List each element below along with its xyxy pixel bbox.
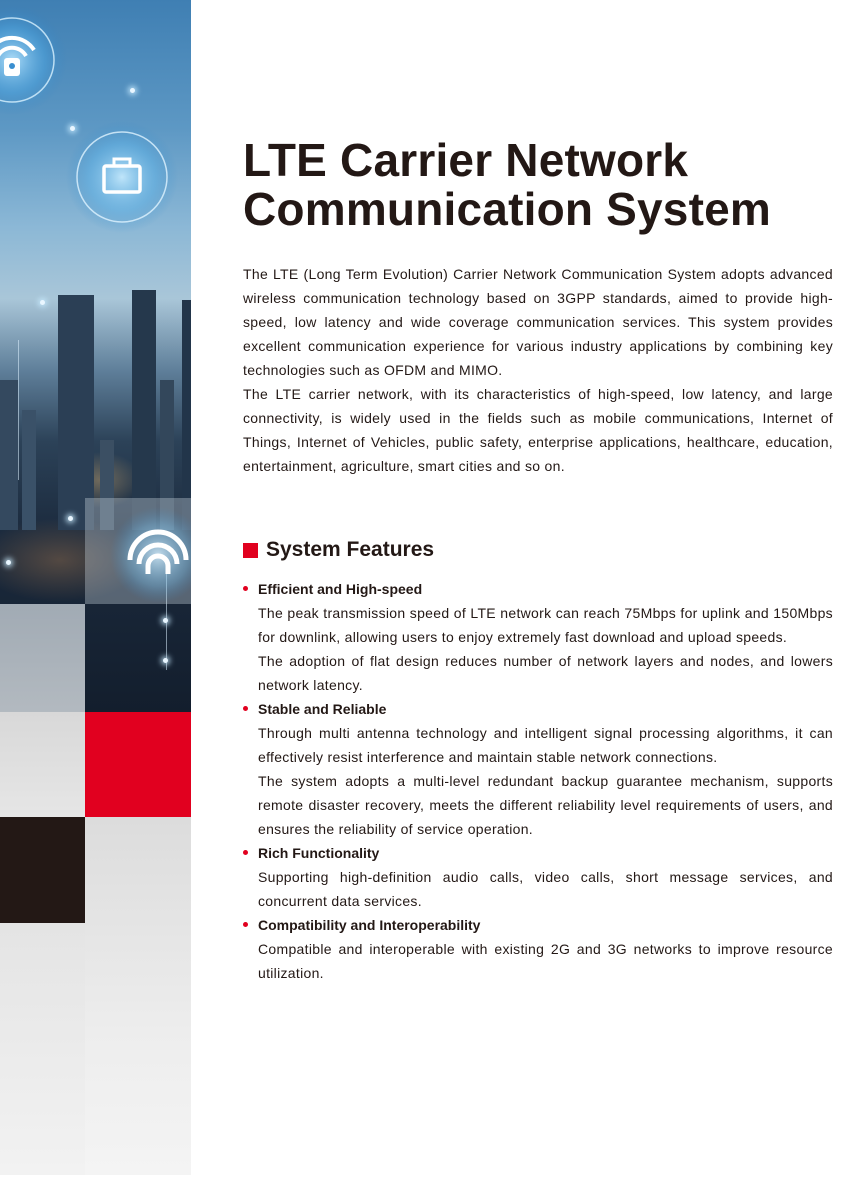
red-accent-tile [85,712,191,817]
page-title-line-1: LTE Carrier Network [243,134,689,186]
grey-tile [0,712,85,817]
feature-item [243,577,833,697]
wifi-signal-icon [108,500,191,610]
bullet-dot-icon [243,850,248,855]
bullet-dot-icon [243,706,248,711]
page-title [243,136,833,234]
features-list [243,577,833,985]
feature-item [243,913,833,985]
briefcase-icon [62,112,182,242]
feature-title: Rich Functionality [258,845,380,861]
intro-text [243,262,833,478]
feature-description: The peak transmission speed of LTE network can reach 75Mbps for uplink and 150Mbps for downlink, allowing users to enjoy extremely fast download and upload speeds. [258,605,833,645]
intro-paragraph: The LTE (Long Term Evolution) Carrier Network Communication System adopts advanced wireless communication technology based on 3GPP standards, aimed to provide high-speed, low latency and wide coverage communication services. This system provides excellent communication experience for various industry applications by combining key technologies such as OFDM and MIMO. [243,266,833,378]
section-title: System Features [266,538,435,561]
city-skyline [0,270,191,530]
feature-description: Through multi antenna technology and intelligent signal processing algorithms, it can effectively resist interference and maintain stable network connections. [258,725,833,765]
feature-title: Stable and Reliable [258,701,387,717]
feature-item [243,841,833,913]
feature-description: The adoption of flat design reduces number of network layers and nodes, and lowers network latency. [258,653,833,693]
page-title-line-2: Communication System [243,183,771,235]
feature-description: Supporting high-definition audio calls, video calls, short message services, and concurrent data services. [258,869,833,909]
feature-item [243,697,833,841]
feature-description: The system adopts a multi-level redundant backup guarantee mechanism, supports remote disaster recovery, meets the different reliability level requirements of users, and ensures the reliability of service operation. [258,773,833,837]
grey-tile [85,817,191,1175]
grey-tile [0,604,85,712]
wifi-lock-icon [0,0,80,130]
decorative-side-panel [0,0,191,1175]
feature-title: Compatibility and Interoperability [258,917,481,933]
bullet-dot-icon [243,586,248,591]
feature-description: Compatible and interoperable with existing 2G and 3G networks to improve resource utilization. [258,941,833,981]
feature-title: Efficient and High-speed [258,581,423,597]
intro-paragraph: The LTE carrier network, with its characteristics of high-speed, low latency, and large connectivity, is widely used in the fields such as mobile communications, Internet of Things, Internet of Vehicles, public safety, enterprise applications, healthcare, education, entertainment, agriculture, smart cities and so on. [243,386,833,474]
bullet-dot-icon [243,922,248,927]
red-square-icon [243,543,258,558]
dark-accent-tile [0,817,85,923]
section-heading [243,536,434,564]
grey-tile [0,923,85,1175]
